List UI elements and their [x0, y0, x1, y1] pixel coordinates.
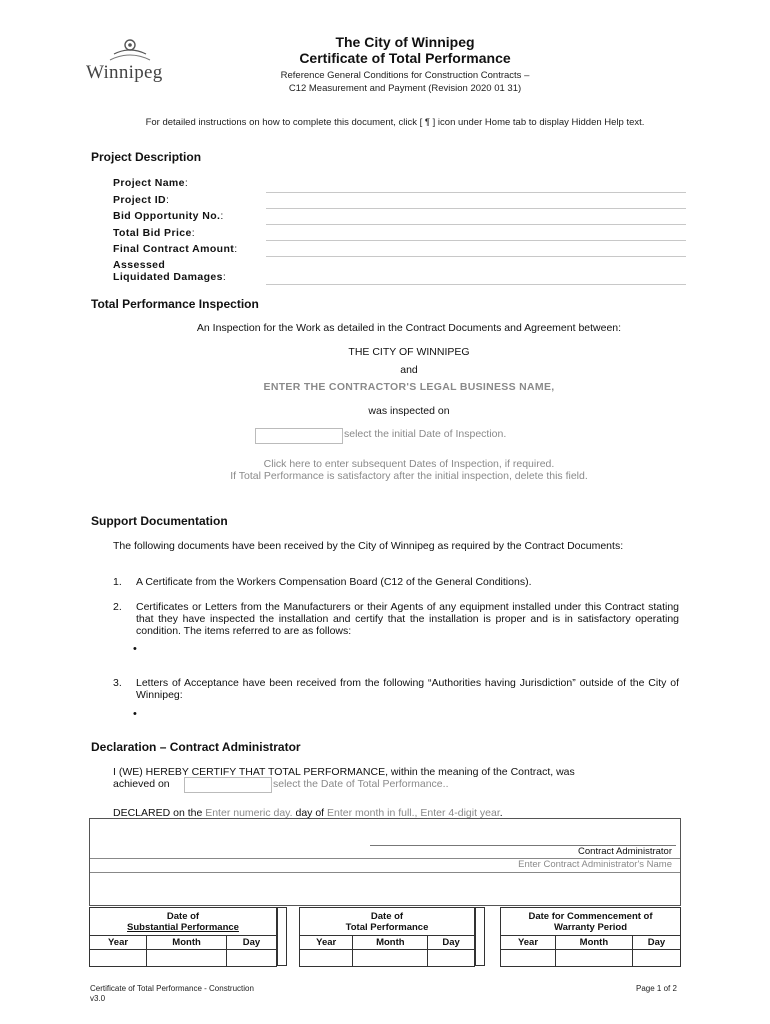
- declared-month-field[interactable]: Enter month in full.,: [327, 807, 418, 819]
- contract-administrator-label: Contract Administrator: [578, 846, 672, 857]
- declared-day-field[interactable]: Enter numeric day.: [205, 807, 293, 819]
- col-year: Year: [300, 936, 353, 950]
- item-2-bullet[interactable]: •: [133, 643, 137, 655]
- project-name-input[interactable]: [266, 192, 686, 193]
- item-1-text: A Certificate from the Workers Compensation Board (C12 of the General Conditions).: [136, 576, 532, 588]
- total-performance-date-hint: select the Date of Total Performance..: [273, 778, 449, 790]
- month-input[interactable]: [147, 950, 227, 967]
- certify-line-1: I (WE) HEREBY CERTIFY THAT TOTAL PERFORMANCE, within the meaning of the Contract, was: [113, 766, 575, 778]
- footer-doc-title: Certificate of Total Performance - Construction: [90, 984, 254, 993]
- declaration-heading: Declaration – Contract Administrator: [91, 740, 301, 754]
- winnipeg-logo: [86, 36, 176, 86]
- date-table-title: Date of: [166, 910, 200, 922]
- col-year: Year: [501, 936, 556, 950]
- day-input[interactable]: [227, 950, 277, 967]
- col-day: Day: [227, 936, 277, 950]
- inspection-date-hint: select the initial Date of Inspection.: [344, 428, 507, 440]
- total-bid-price-input[interactable]: [266, 240, 686, 241]
- item-2-text: Certificates or Letters from the Manufacturers or their Agents of any equipment installed under this Contract stating that they have inspected the installation and certify that the installation is proper and is in satisfactory operating condition. The items referred to are as follows:: [136, 601, 679, 637]
- table-divider: [277, 907, 287, 966]
- item-1-number: 1.: [113, 576, 122, 588]
- bid-opportunity-input[interactable]: [266, 224, 686, 225]
- field-label-bid-opportunity: Bid Opportunity No.:: [113, 210, 224, 222]
- logo-wordmark: Winnipeg: [86, 62, 163, 83]
- date-table-title: Date of: [370, 910, 404, 922]
- field-label-project-id: Project ID:: [113, 194, 170, 206]
- field-label-total-bid-price: Total Bid Price:: [113, 227, 196, 239]
- field-label-liquidated-damages-1: Assessed: [113, 259, 166, 271]
- table-divider: [475, 907, 485, 966]
- item-2-number: 2.: [113, 601, 122, 613]
- month-input[interactable]: [353, 950, 428, 967]
- reference-line-1: Reference General Conditions for Construction Contracts –: [280, 70, 530, 81]
- inspected-on-text: was inspected on: [368, 405, 450, 417]
- item-3-text: Letters of Acceptance have been received from the following “Authorities having Jurisdiction” outside of the City of Winnipeg:: [136, 677, 679, 701]
- year-input[interactable]: [501, 950, 556, 967]
- year-input[interactable]: [90, 950, 147, 967]
- col-day: Day: [428, 936, 475, 950]
- month-input[interactable]: [555, 950, 632, 967]
- date-table-subtitle: Total Performance: [345, 921, 429, 933]
- warranty-period-date-table: [500, 907, 681, 967]
- inspection-date-input[interactable]: [255, 428, 343, 444]
- liquidated-damages-input[interactable]: [266, 284, 686, 285]
- reference-line-2: C12 Measurement and Payment (Revision 2020 01 31): [288, 83, 522, 94]
- signature-box: [89, 818, 681, 906]
- page-title: The City of Winnipeg: [335, 34, 475, 50]
- contract-administrator-name-field[interactable]: Enter Contract Administrator's Name: [518, 859, 672, 870]
- item-3-number: 3.: [113, 677, 122, 689]
- date-table-title: Date for Commencement of: [528, 910, 653, 922]
- col-month: Month: [147, 936, 227, 950]
- date-table-subtitle: Warranty Period: [553, 921, 628, 933]
- col-year: Year: [90, 936, 147, 950]
- party-and: and: [400, 364, 418, 376]
- final-contract-amount-input[interactable]: [266, 256, 686, 257]
- col-month: Month: [555, 936, 632, 950]
- subsequent-dates-field[interactable]: Click here to enter subsequent Dates of Inspection, if required.: [263, 458, 555, 470]
- party-city: THE CITY OF WINNIPEG: [348, 346, 470, 358]
- declared-line: DECLARED on the Enter numeric day. day of Enter month in full., Enter 4-digit year.: [113, 807, 503, 819]
- total-performance-date-input[interactable]: [184, 777, 272, 793]
- footer-page-number: Page 1 of 2: [636, 984, 677, 993]
- inspection-heading: Total Performance Inspection: [91, 297, 259, 311]
- inspection-intro: An Inspection for the Work as detailed in the Contract Documents and Agreement between:: [196, 322, 622, 334]
- contractor-name-field[interactable]: ENTER THE CONTRACTOR'S LEGAL BUSINESS NAME,: [263, 381, 555, 393]
- footer-version: v3.0: [90, 994, 106, 1003]
- item-3-bullet[interactable]: •: [133, 708, 137, 720]
- date-table-subtitle: Substantial Performance: [127, 921, 239, 933]
- support-intro: The following documents have been received by the City of Winnipeg as required by the Contract Documents:: [113, 540, 624, 552]
- declared-year-field[interactable]: Enter 4-digit year: [420, 807, 500, 819]
- certify-line-2: achieved on: [113, 778, 170, 790]
- col-month: Month: [353, 936, 428, 950]
- project-id-input[interactable]: [266, 208, 686, 209]
- field-label-final-contract-amount: Final Contract Amount:: [113, 243, 238, 255]
- support-heading: Support Documentation: [91, 514, 228, 528]
- instructions-text: For detailed instructions on how to complete this document, click [ ¶ ] icon under Home tab to display Hidden Help text.: [145, 117, 645, 128]
- day-input[interactable]: [428, 950, 475, 967]
- field-label-liquidated-damages-2: Liquidated Damages:: [113, 271, 227, 283]
- project-description-heading: Project Description: [91, 150, 202, 164]
- year-input[interactable]: [300, 950, 353, 967]
- substantial-performance-date-table: [89, 907, 277, 967]
- subsequent-dates-note: If Total Performance is satisfactory after the initial inspection, delete this field.: [230, 470, 588, 482]
- total-performance-date-table: [299, 907, 475, 967]
- day-input[interactable]: [632, 950, 680, 967]
- col-day: Day: [632, 936, 680, 950]
- field-label-project-name: Project Name:: [113, 177, 189, 189]
- page-subtitle: Certificate of Total Performance: [299, 50, 511, 66]
